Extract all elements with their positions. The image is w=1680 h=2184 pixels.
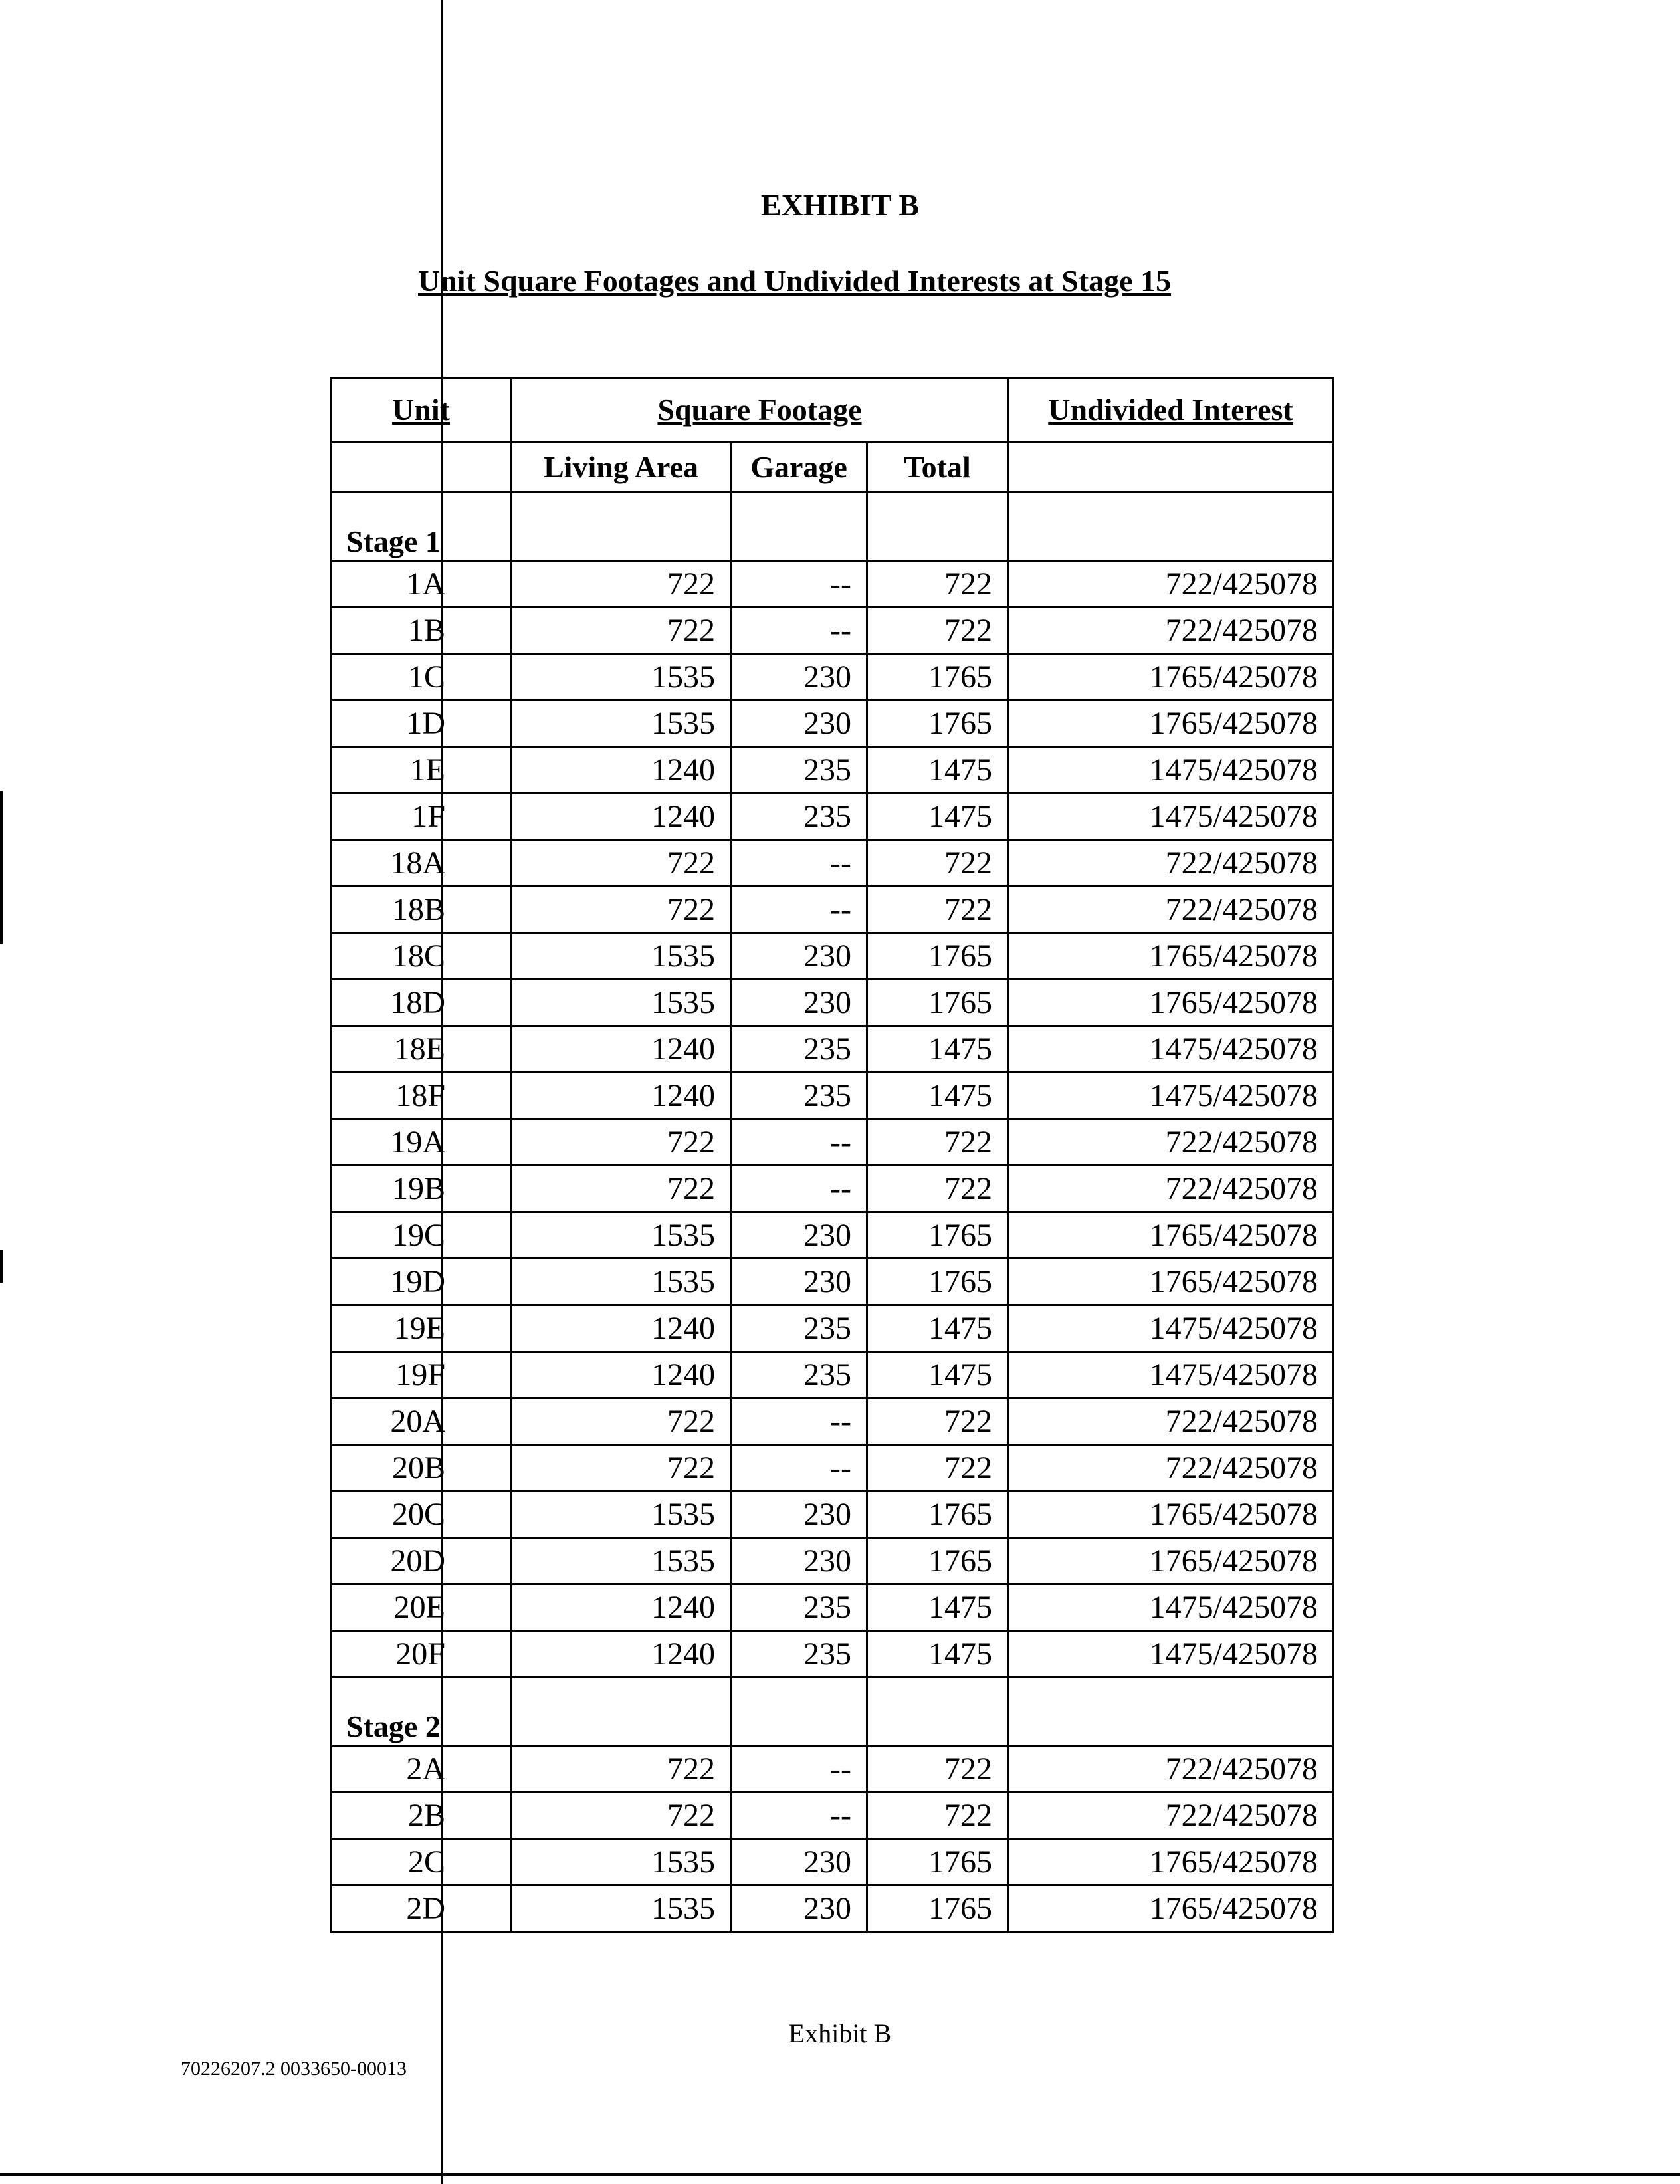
- table-row: [331, 840, 1334, 887]
- total-cell: 1765: [867, 980, 1008, 1026]
- garage-cell: --: [731, 607, 867, 654]
- unit-cell: 19C: [331, 1212, 512, 1259]
- total-cell: 1765: [867, 1538, 1008, 1584]
- table-subheader-row: [331, 443, 1334, 492]
- total-cell: 722: [867, 607, 1008, 654]
- total-cell: 1475: [867, 1026, 1008, 1073]
- scan-bottom-line: [0, 2173, 1680, 2176]
- living-area-cell: 1535: [512, 1886, 731, 1932]
- table-row: [331, 1166, 1334, 1212]
- living-area-cell: 1240: [512, 1352, 731, 1398]
- table-row: [331, 654, 1334, 701]
- living-area-cell: 722: [512, 1166, 731, 1212]
- garage-cell: 235: [731, 1584, 867, 1631]
- total-cell: 1765: [867, 1839, 1008, 1886]
- living-area-cell: 1535: [512, 980, 731, 1026]
- undivided-interest-cell: 1475/425078: [1008, 1584, 1334, 1631]
- stage-row: [331, 492, 1334, 561]
- total-cell: 1475: [867, 747, 1008, 794]
- table-row: [331, 1746, 1334, 1793]
- unit-cell: 20A: [331, 1398, 512, 1445]
- garage-cell: 235: [731, 794, 867, 840]
- table-row: [331, 1398, 1334, 1445]
- header-unit: Unit: [331, 378, 512, 443]
- total-cell: 722: [867, 561, 1008, 607]
- undivided-interest-cell: 722/425078: [1008, 1398, 1334, 1445]
- garage-cell: --: [731, 561, 867, 607]
- unit-cell: 2B: [331, 1793, 512, 1839]
- undivided-interest-cell: 1765/425078: [1008, 1259, 1334, 1305]
- total-cell: 1765: [867, 1886, 1008, 1932]
- total-cell: 1765: [867, 1491, 1008, 1538]
- page-title: EXHIBIT B: [760, 188, 920, 222]
- living-area-cell: 1535: [512, 654, 731, 701]
- garage-cell: 235: [731, 1073, 867, 1119]
- garage-cell: --: [731, 1398, 867, 1445]
- unit-cell: 2C: [331, 1839, 512, 1886]
- unit-cell: 18B: [331, 887, 512, 933]
- undivided-interest-cell: 1475/425078: [1008, 1305, 1334, 1352]
- header-living-area: Living Area: [512, 443, 731, 492]
- garage-cell: 230: [731, 701, 867, 747]
- unit-cell: 18E: [331, 1026, 512, 1073]
- undivided-interest-cell: 722/425078: [1008, 1746, 1334, 1793]
- unit-cell: 20F: [331, 1631, 512, 1678]
- unit-cell: 19B: [331, 1166, 512, 1212]
- undivided-interest-cell: 722/425078: [1008, 1445, 1334, 1491]
- undivided-interest-cell: 1475/425078: [1008, 1073, 1334, 1119]
- unit-cell: 20C: [331, 1491, 512, 1538]
- garage-cell: 230: [731, 933, 867, 980]
- stage-empty-cell: [1008, 492, 1334, 561]
- table-row: [331, 794, 1334, 840]
- living-area-cell: 1535: [512, 1491, 731, 1538]
- unit-cell: 1F: [331, 794, 512, 840]
- table-row: [331, 1305, 1334, 1352]
- living-area-cell: 722: [512, 1793, 731, 1839]
- living-area-cell: 722: [512, 1746, 731, 1793]
- garage-cell: --: [731, 1119, 867, 1166]
- garage-cell: 235: [731, 1026, 867, 1073]
- total-cell: 1765: [867, 654, 1008, 701]
- subheader-empty: [1008, 443, 1334, 492]
- living-area-cell: 1535: [512, 701, 731, 747]
- table-row: [331, 1584, 1334, 1631]
- garage-cell: 230: [731, 1886, 867, 1932]
- table-row: [331, 933, 1334, 980]
- total-cell: 722: [867, 1445, 1008, 1491]
- garage-cell: 230: [731, 1538, 867, 1584]
- undivided-interest-cell: 722/425078: [1008, 1793, 1334, 1839]
- living-area-cell: 1240: [512, 1026, 731, 1073]
- living-area-cell: 1535: [512, 1259, 731, 1305]
- total-cell: 722: [867, 1746, 1008, 1793]
- garage-cell: --: [731, 1166, 867, 1212]
- total-cell: 722: [867, 840, 1008, 887]
- table-row: [331, 561, 1334, 607]
- unit-cell: 1C: [331, 654, 512, 701]
- undivided-interest-cell: 1765/425078: [1008, 1212, 1334, 1259]
- garage-cell: 230: [731, 1491, 867, 1538]
- living-area-cell: 1240: [512, 1305, 731, 1352]
- living-area-cell: 1535: [512, 933, 731, 980]
- garage-cell: 235: [731, 1352, 867, 1398]
- living-area-cell: 1240: [512, 794, 731, 840]
- undivided-interest-cell: 1765/425078: [1008, 980, 1334, 1026]
- total-cell: 1475: [867, 1631, 1008, 1678]
- table-row: [331, 701, 1334, 747]
- undivided-interest-cell: 722/425078: [1008, 561, 1334, 607]
- total-cell: 1765: [867, 1259, 1008, 1305]
- undivided-interest-cell: 1765/425078: [1008, 933, 1334, 980]
- garage-cell: 230: [731, 1212, 867, 1259]
- living-area-cell: 1535: [512, 1538, 731, 1584]
- undivided-interest-cell: 722/425078: [1008, 1166, 1334, 1212]
- unit-cell: 2A: [331, 1746, 512, 1793]
- page-subtitle: Unit Square Footages and Undivided Interests at Stage 15: [418, 264, 1172, 298]
- garage-cell: 235: [731, 1305, 867, 1352]
- unit-cell: 18A: [331, 840, 512, 887]
- table-row: [331, 1631, 1334, 1678]
- undivided-interest-cell: 722/425078: [1008, 887, 1334, 933]
- unit-cell: 20D: [331, 1538, 512, 1584]
- stage-empty-cell: [512, 492, 731, 561]
- stage-empty-cell: [867, 492, 1008, 561]
- unit-cell: 1D: [331, 701, 512, 747]
- undivided-interest-cell: 1765/425078: [1008, 654, 1334, 701]
- garage-cell: 235: [731, 747, 867, 794]
- living-area-cell: 1240: [512, 1584, 731, 1631]
- table-row: [331, 607, 1334, 654]
- unit-cell: 19E: [331, 1305, 512, 1352]
- stage-empty-cell: [1008, 1678, 1334, 1746]
- table-row: [331, 1259, 1334, 1305]
- table-row: [331, 1026, 1334, 1073]
- table-row: [331, 1491, 1334, 1538]
- header-undivided-interest: Undivided Interest: [1008, 378, 1334, 443]
- living-area-cell: 1240: [512, 747, 731, 794]
- living-area-cell: 1240: [512, 1073, 731, 1119]
- living-area-cell: 1535: [512, 1839, 731, 1886]
- unit-cell: 19D: [331, 1259, 512, 1305]
- table-row: [331, 1073, 1334, 1119]
- garage-cell: --: [731, 1793, 867, 1839]
- living-area-cell: 722: [512, 887, 731, 933]
- undivided-interest-cell: 722/425078: [1008, 1119, 1334, 1166]
- garage-cell: --: [731, 840, 867, 887]
- stage-empty-cell: [867, 1678, 1008, 1746]
- subheader-empty: [331, 443, 512, 492]
- stage-empty-cell: [731, 1678, 867, 1746]
- total-cell: 722: [867, 1119, 1008, 1166]
- garage-cell: 230: [731, 1259, 867, 1305]
- table-row: [331, 747, 1334, 794]
- table-row: [331, 1212, 1334, 1259]
- garage-cell: --: [731, 1746, 867, 1793]
- unit-cell: 1B: [331, 607, 512, 654]
- garage-cell: 230: [731, 980, 867, 1026]
- scan-margin-mark: [0, 791, 3, 944]
- garage-cell: --: [731, 887, 867, 933]
- undivided-interest-cell: 1475/425078: [1008, 747, 1334, 794]
- unit-cell: 18F: [331, 1073, 512, 1119]
- undivided-interest-cell: 1475/425078: [1008, 1631, 1334, 1678]
- unit-cell: 18D: [331, 980, 512, 1026]
- unit-cell: 19A: [331, 1119, 512, 1166]
- table-row: [331, 1538, 1334, 1584]
- table-row: [331, 1886, 1334, 1932]
- header-total: Total: [867, 443, 1008, 492]
- total-cell: 722: [867, 1166, 1008, 1212]
- page-footer: Exhibit B: [788, 2019, 892, 2048]
- table-row: [331, 887, 1334, 933]
- total-cell: 722: [867, 1398, 1008, 1445]
- living-area-cell: 722: [512, 1445, 731, 1491]
- total-cell: 1765: [867, 933, 1008, 980]
- stage-row: [331, 1678, 1334, 1746]
- undivided-interest-cell: 1765/425078: [1008, 1538, 1334, 1584]
- total-cell: 1765: [867, 1212, 1008, 1259]
- garage-cell: --: [731, 1445, 867, 1491]
- unit-cell: 1A: [331, 561, 512, 607]
- undivided-interest-cell: 1765/425078: [1008, 1886, 1334, 1932]
- total-cell: 1475: [867, 794, 1008, 840]
- document-id: 70226207.2 0033650-00013: [181, 2058, 407, 2080]
- unit-cell: 18C: [331, 933, 512, 980]
- table-row: [331, 1445, 1334, 1491]
- undivided-interest-cell: 1475/425078: [1008, 1026, 1334, 1073]
- table-row: [331, 1119, 1334, 1166]
- total-cell: 1765: [867, 701, 1008, 747]
- header-garage: Garage: [731, 443, 867, 492]
- undivided-interest-cell: 1765/425078: [1008, 1839, 1334, 1886]
- total-cell: 722: [867, 887, 1008, 933]
- undivided-interest-cell: 1765/425078: [1008, 701, 1334, 747]
- living-area-cell: 722: [512, 840, 731, 887]
- undivided-interest-cell: 1475/425078: [1008, 794, 1334, 840]
- stage-empty-cell: [731, 492, 867, 561]
- unit-cell: 20E: [331, 1584, 512, 1631]
- total-cell: 1475: [867, 1584, 1008, 1631]
- table-body: [331, 378, 1334, 1932]
- living-area-cell: 722: [512, 607, 731, 654]
- table-row: [331, 980, 1334, 1026]
- garage-cell: 235: [731, 1631, 867, 1678]
- total-cell: 722: [867, 1793, 1008, 1839]
- stage-label: Stage 2: [331, 1678, 512, 1746]
- undivided-interest-cell: 1765/425078: [1008, 1491, 1334, 1538]
- total-cell: 1475: [867, 1073, 1008, 1119]
- living-area-cell: 1240: [512, 1631, 731, 1678]
- table-row: [331, 1839, 1334, 1886]
- living-area-cell: 722: [512, 561, 731, 607]
- stage-label: Stage 1: [331, 492, 512, 561]
- total-cell: 1475: [867, 1352, 1008, 1398]
- header-square-footage: Square Footage: [512, 378, 1008, 443]
- living-area-cell: 722: [512, 1398, 731, 1445]
- unit-cell: 1E: [331, 747, 512, 794]
- unit-cell: 20B: [331, 1445, 512, 1491]
- table-row: [331, 1352, 1334, 1398]
- table-row: [331, 1793, 1334, 1839]
- scan-margin-mark: [0, 1250, 3, 1283]
- garage-cell: 230: [731, 654, 867, 701]
- total-cell: 1475: [867, 1305, 1008, 1352]
- living-area-cell: 1535: [512, 1212, 731, 1259]
- unit-cell: 2D: [331, 1886, 512, 1932]
- unit-cell: 19F: [331, 1352, 512, 1398]
- undivided-interest-cell: 722/425078: [1008, 840, 1334, 887]
- table-header-row: [331, 378, 1334, 443]
- undivided-interest-cell: 722/425078: [1008, 607, 1334, 654]
- stage-empty-cell: [512, 1678, 731, 1746]
- square-footage-table: [330, 377, 1334, 1933]
- undivided-interest-cell: 1475/425078: [1008, 1352, 1334, 1398]
- living-area-cell: 722: [512, 1119, 731, 1166]
- garage-cell: 230: [731, 1839, 867, 1886]
